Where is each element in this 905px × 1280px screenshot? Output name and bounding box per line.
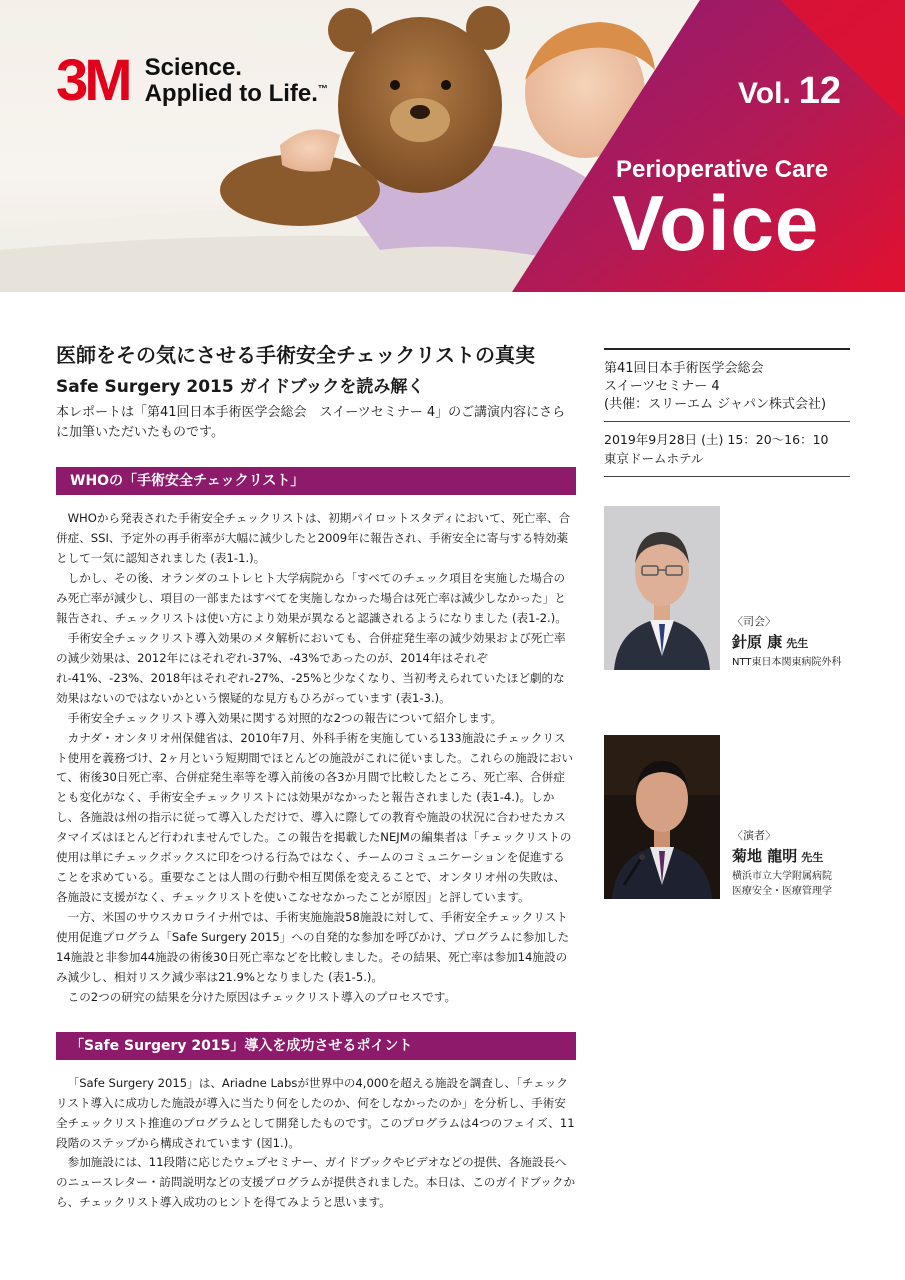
brand-logo <box>56 48 328 113</box>
moderator-card <box>604 506 864 676</box>
person-name: 菊地 龍明 先生 <box>732 847 824 865</box>
paragraph: 「Safe Surgery 2015」は、Ariadne Labsが世界中の4,000を超える施設を調査し、「チェックリスト導入に成功した施設が導入に当たり何をしたのか、何をしなかったのか」を分析し、手術安全チェックリスト推進のプログラムとして開発したものです。このプログラムは4つのフェイズ、11段階のステップから構成されています (図1.)。 <box>56 1075 575 1150</box>
person-role: 〈司会〉 <box>732 614 776 628</box>
section-heading: WHOの「手術安全チェックリスト」 <box>56 467 576 495</box>
speaker-card <box>604 735 864 905</box>
header-banner <box>0 0 905 292</box>
series-name: Perioperative Care <box>616 156 829 183</box>
divider <box>604 476 850 477</box>
article-subtitle: Safe Surgery 2015 ガイドブックを読み解く <box>56 377 425 397</box>
3m-logo-mark: 3M <box>56 48 129 113</box>
article-title: 医師をその気にさせる手術安全チェックリストの真実 <box>56 343 535 367</box>
article-main <box>56 342 576 1213</box>
paragraph: 手術安全チェックリスト導入効果に関する対照的な2つの報告について紹介します。 <box>67 710 503 725</box>
article-intro: 本レポートは「第41回日本手術医学会総会 スイーツセミナー 4」のご講演内容にさらに加筆いただいたものです。 <box>56 405 566 441</box>
speaker-photo <box>604 735 720 899</box>
person-name: 針原 康 先生 <box>732 632 809 651</box>
moderator-info <box>732 613 872 671</box>
paragraph: この2つの研究の結果を分けた原因はチェックリスト導入のプロセスです。 <box>67 989 457 1004</box>
volume-number: Vol. 12 <box>738 70 842 112</box>
person-role: 〈演者〉 <box>732 829 776 842</box>
paragraph: 手術安全チェックリスト導入効果のメタ解析においても、合併症発生率の減少効果および死亡率の減少効果は、2012年にはそれぞれ-37%、-43%であったのが、2014年はそれぞれ-41%、-23%、2018年はそれぞれ-27%、-25%と少なくなり、当初考えられていたほど劇的な効果はないのではないかという懐疑的な見方もひろがっています (表1-3.)。 <box>56 630 566 705</box>
person-affiliation: 横浜市立大学附属病院 医療安全・医療管理学 <box>732 871 832 897</box>
person-affiliation: NTT東日本関東病院外科 <box>732 656 842 668</box>
section-body <box>56 1074 576 1214</box>
section-body <box>56 509 576 1007</box>
paragraph: 一方、米国のサウスカロライナ州では、手術実施施設58施設に対して、手術安全チェックリスト使用促進プログラム「Safe Surgery 2015」への自発的な参加を呼びかけ、プログラムに参加した14施設と非参加44施設の術後30日死亡率などを比較しました。その結果、死亡率は参加14施設のみ減少し、相対リスク減少率は21.9%となりました (表1-5.)。 <box>56 910 570 984</box>
paragraph: WHOから発表された手術安全チェックリストは、初期パイロットスタディにおいて、死亡率、合併症、SSI、予定外の再手術率が大幅に減少したと2009年に報告され、手術安全に寄与する特効薬として一気に認知されました (表1-1.)。 <box>56 511 571 566</box>
paragraph: カナダ・オンタリオ州保健省は、2010年7月、外科手術を実施している133施設にチェックリスト使用を義務づけ、2ヶ月という短期間でほとんどの施設がこれに従いました。これらの施設において、術後30日死亡率、合併症発生率等を導入前後の各3か月間で比較したところ、死亡率、合併症とも変化がなく、手術安全チェックリストには効果がなかったと報告されました (表1-4.)。しかし、各施設は州の指示に従って導入しただけで、導入に際しての教育や施設の状況に合わせたカスタマイズはほとんど行われませんでした。この報告を掲載したNEJMの編集者は「チェックリストの使用は単にチェックボックスに印をつける行為ではなく、チームのコミュニケーションを促進することを求めている。重要なことは人間の行動や相互関係を変えることで、オンタリオ州の失敗は、各施設に支援がなく、チェックリストを使いこなせなかったことが原因」と評しています。 <box>56 730 574 905</box>
event-datetime: 2019年9月28日 (土) 15：20〜16：10 東京ドームホテル <box>604 422 850 469</box>
section-heading: 「Safe Surgery 2015」導入を成功させるポイント <box>56 1032 576 1060</box>
paragraph: しかし、その後、オランダのユトレヒト大学病院から「すべてのチェック項目を実施した場合のみ死亡率が減少し、項目の一部またはすべてを実施しなかった場合は死亡率は減少しなかった」と報告され、チェックリストは使い方により効果が異なると認識されるようになりました (表1-2.)。 <box>56 571 567 625</box>
moderator-photo <box>604 506 720 670</box>
speaker-info <box>732 827 872 899</box>
publication-name: Voice <box>612 179 820 267</box>
event-venue: 東京ドームホテル <box>604 450 704 466</box>
paragraph: 参加施設には、11段階に応じたウェブセミナー、ガイドブックやビデオなどの提供、各施設長へのニュースレター・訪問説明などの支援プログラムが提供されました。本日は、このガイドブックから、チェックリスト導入成功のヒントを得てみようと思います。 <box>56 1155 576 1210</box>
event-title: 第41回日本手術医学会総会 スイーツセミナー 4 (共催：スリーエム ジャパン株式会社) <box>604 361 827 413</box>
brand-tagline: Science. Applied to Life.™ <box>144 53 328 107</box>
event-info <box>604 348 850 477</box>
